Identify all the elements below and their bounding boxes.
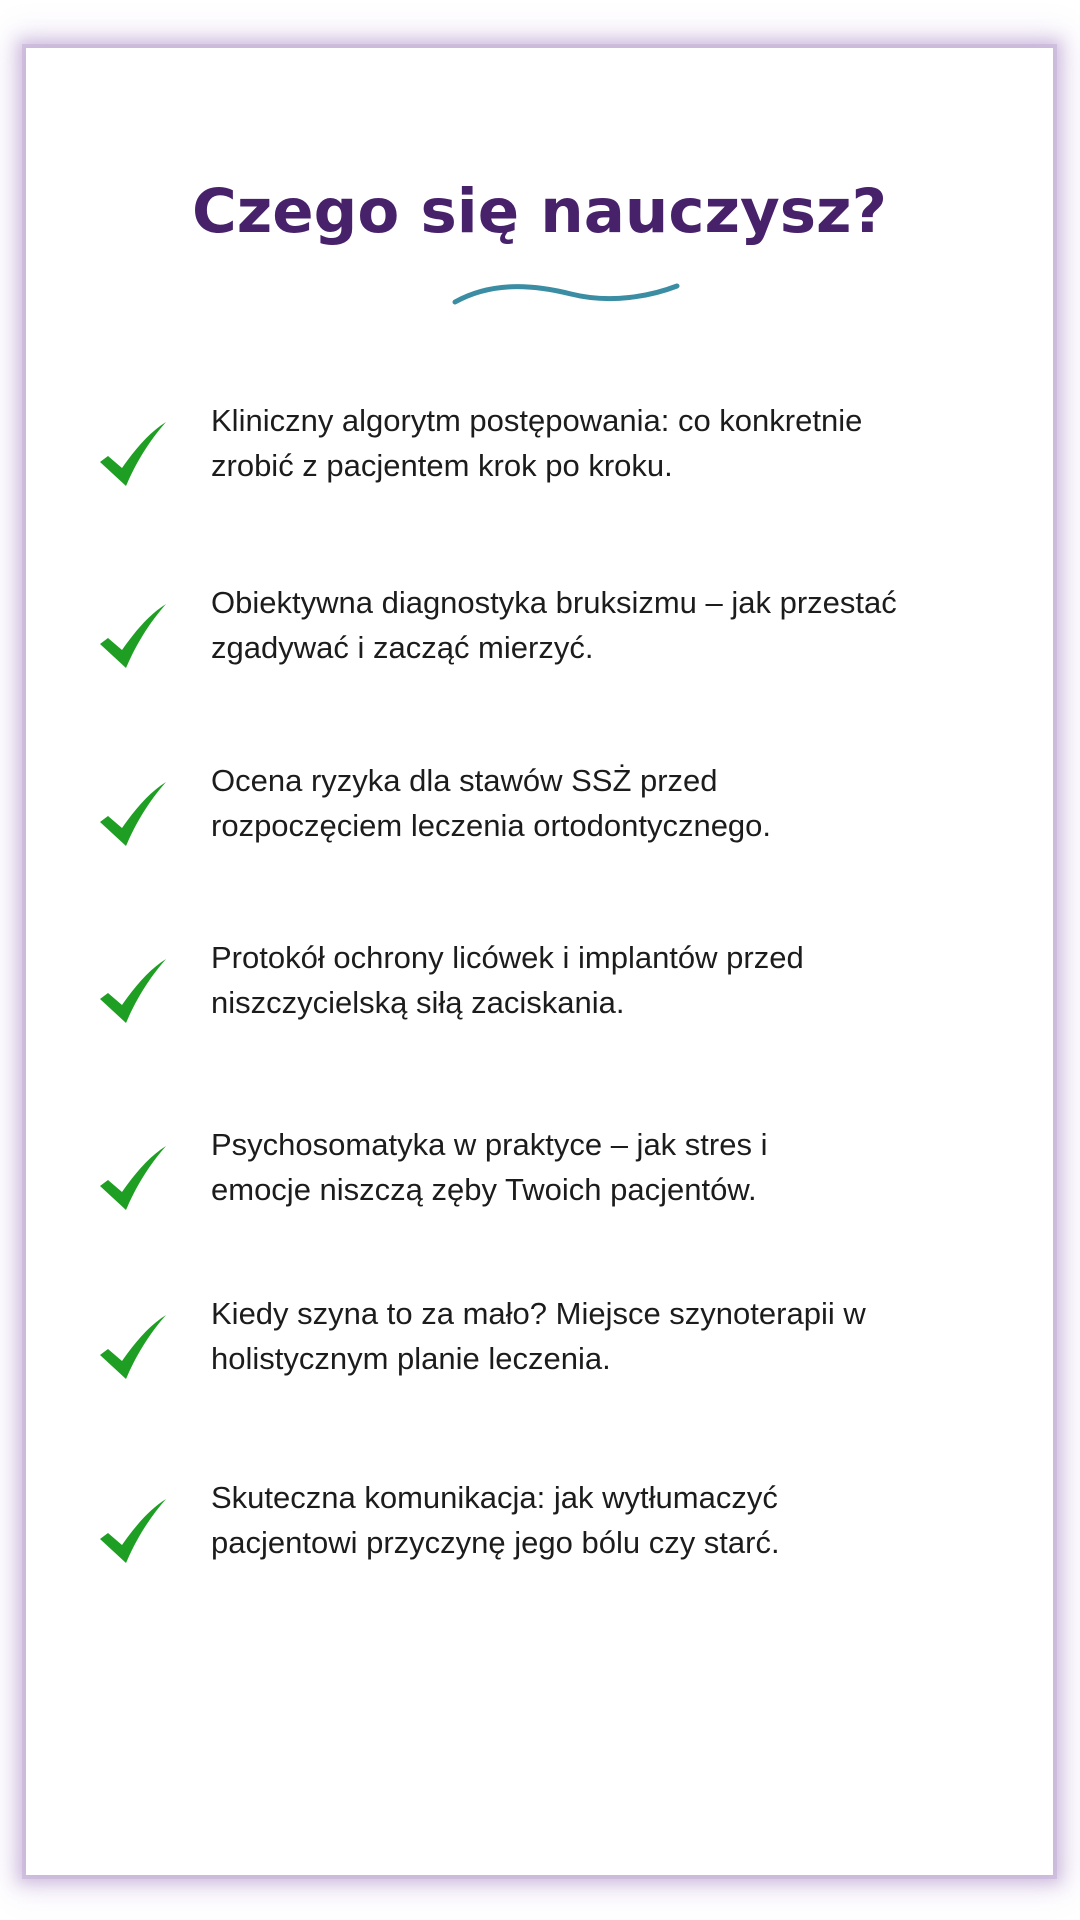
checkmark-icon — [96, 955, 170, 1029]
list-item — [96, 585, 1036, 710]
list-item — [96, 1127, 1036, 1252]
list-item-line: zgadywać i zacząć mierzyć. — [211, 630, 594, 665]
list-item-line: Protokół ochrony licówek i implantów przed — [211, 940, 804, 975]
list-item — [96, 1296, 1036, 1421]
content-card — [26, 48, 1053, 1875]
checkmark-icon — [96, 778, 170, 852]
list-item-line: Obiektywna diagnostyka bruksizmu – jak przestać — [211, 585, 897, 620]
checkmark-icon — [96, 1142, 170, 1216]
list-item — [96, 403, 1036, 528]
list-item — [96, 763, 1036, 888]
list-item — [96, 940, 1036, 1065]
list-item-text — [211, 1291, 1071, 1381]
list-item-line: emocje niszczą zęby Twoich pacjentów. — [211, 1172, 757, 1207]
list-item-text — [211, 580, 1071, 670]
list-item-line: Psychosomatyka w praktyce – jak stres i — [211, 1127, 768, 1162]
list-item-line: zrobić z pacjentem krok po kroku. — [211, 448, 673, 483]
checkmark-icon — [96, 1311, 170, 1385]
list-item-line: rozpoczęciem leczenia ortodontycznego. — [211, 808, 772, 843]
swoosh-stroke — [455, 286, 677, 302]
checkmark-icon — [96, 1495, 170, 1569]
list-item-text — [211, 398, 1071, 488]
list-item-line: Skuteczna komunikacja: jak wytłumaczyć — [211, 1480, 778, 1515]
list-item-line: Kliniczny algorytm postępowania: co konkretnie — [211, 403, 863, 438]
list-item-text — [211, 1475, 1071, 1565]
list-item-text — [211, 935, 1071, 1025]
checkmark-icon — [96, 600, 170, 674]
list-item-line: Kiedy szyna to za mało? Miejsce szynoterapii w — [211, 1296, 866, 1331]
list-item-text — [211, 1122, 1071, 1212]
list-item-line: pacjentowi przyczynę jego bólu czy starć. — [211, 1525, 780, 1560]
list-item-line: niszczycielską siłą zaciskania. — [211, 985, 625, 1020]
list-item-line: holistycznym planie leczenia. — [211, 1341, 611, 1376]
checkmark-icon — [96, 418, 170, 492]
page-title: Czego się nauczysz? — [192, 176, 887, 247]
list-item-line: Ocena ryzyka dla stawów SSŻ przed — [211, 763, 718, 798]
swoosh-divider — [451, 276, 681, 310]
list-item-text — [211, 758, 1071, 848]
list-item — [96, 1480, 1036, 1605]
